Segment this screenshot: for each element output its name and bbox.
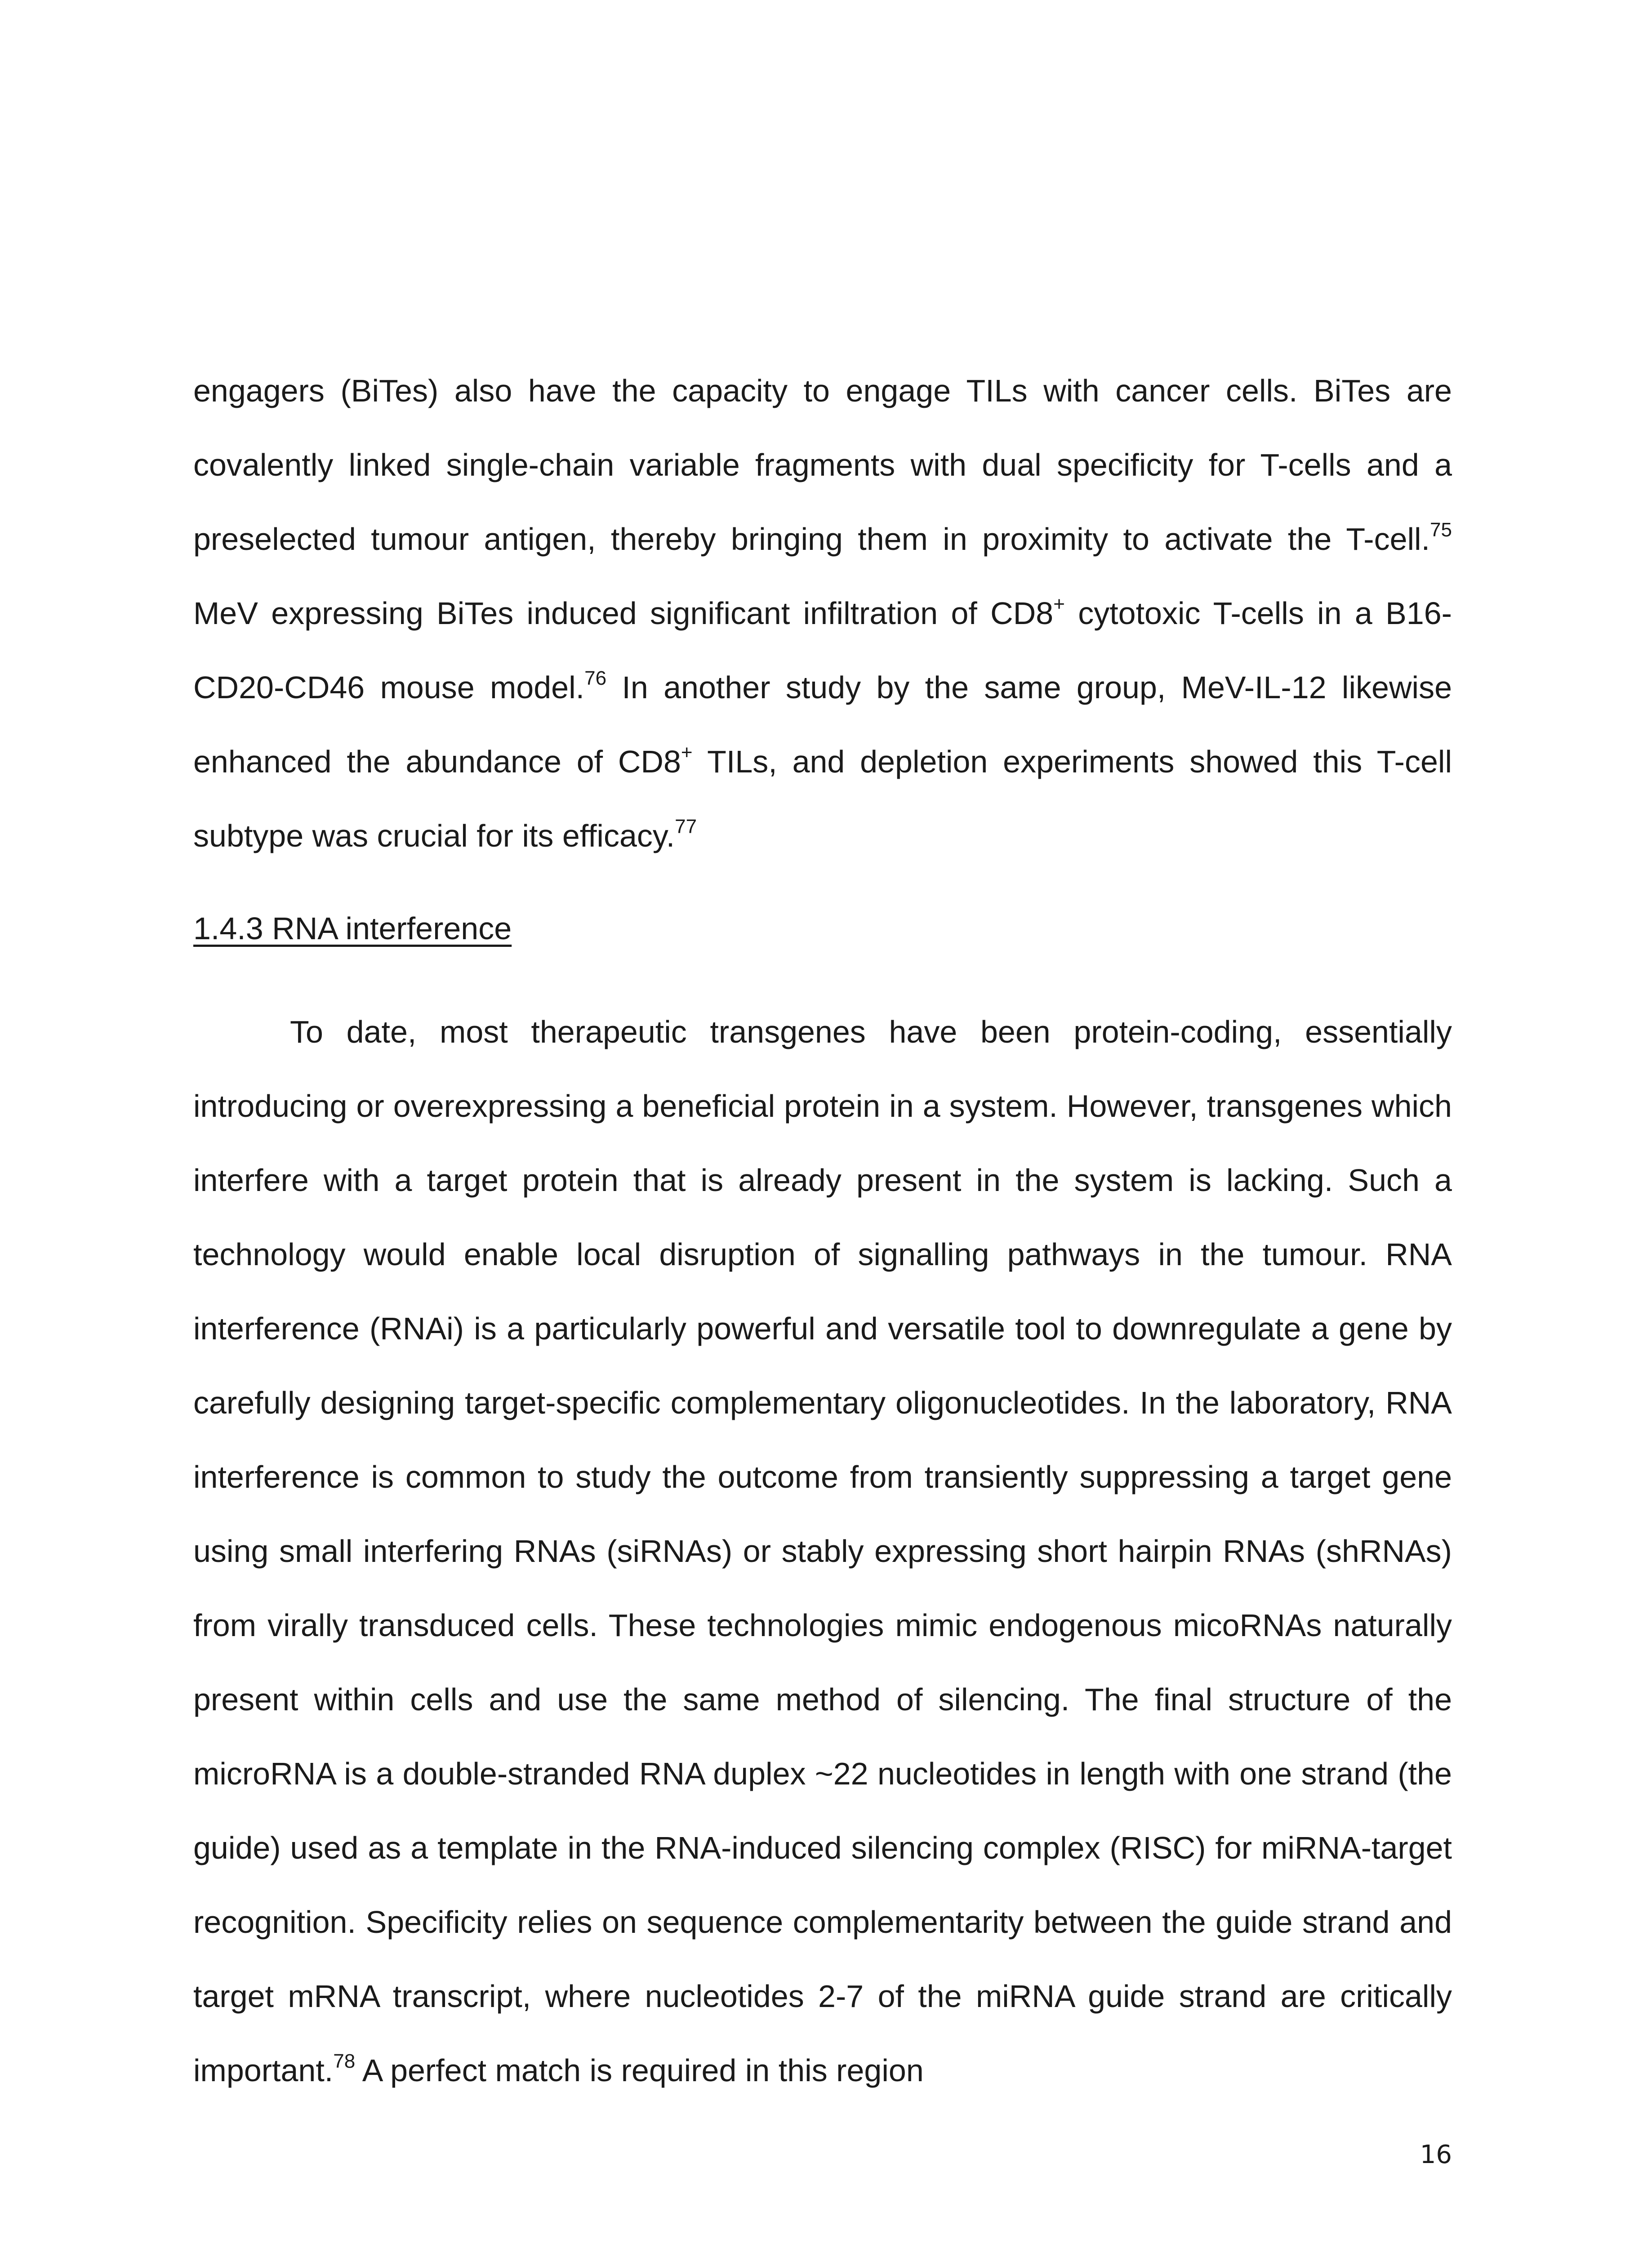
reference-superscript: 78 [333,2050,356,2072]
reference-superscript: 76 [584,667,607,689]
sentence: MeV expressing BiTes induced significant infiltration of CD8 [193,596,1054,631]
reference-superscript: 75 [1430,519,1452,541]
sentence: To date, most therapeutic transgenes have been protein-coding, essentially introducing or overexpressing a beneficial protein in a system. However, transgenes which interfere with a target protein that is already present in the system is lacking. Such a technology would enable local disruption of signalling pathways in the tumour. RNA interference (RNAi) is a particularly powerful and versatile tool to downregulate a gene by carefully designing target-specific complementary oligonucleotides. In the laboratory, RNA interference is common to study the outcome from transiently suppressing a target gene using small interfering RNAs (siRNAs) or stably expressing short hairpin RNAs (shRNAs) from virally transduced cells. These technologies mimic endogenous micoRNAs naturally present within cells and use the same method of silencing. The final structure of the microRNA is a double-stranded RNA duplex ~22 nucleotides in length with one strand (the guide) used as a template in the RNA-induced silencing complex (RISC) for miRNA-target recognition. Specificity relies on sequence complementarity between the guide strand and target mRNA transcript, where nucleotides 2-7 of the miRNA guide strand are critically important. [193,1014,1452,2088]
sentence: TILs, and depletion experiments showed this T-cell subtype was crucial for its efficacy. [193,744,1452,853]
superscript-plus: + [681,741,693,763]
section-heading: 1.4.3 RNA interference [193,911,512,946]
paragraph-text [193,354,1452,873]
sentence: engagers (BiTes) also have the capacity to engage TILs with cancer cells. BiTes are covalently linked single-chain variable fragments with dual specificity for T-cells and a preselected tumour antigen, thereby bringing them in proximity to activate the T-cell. [193,373,1452,557]
sentence: A perfect match is required in this region [355,2053,924,2088]
superscript-plus: + [1053,593,1065,615]
body-paragraph-rnai [193,995,1452,2108]
sentence: cytotoxic T-cells in a B16-CD20-CD46 mouse model. [193,596,1452,705]
page-number: 16 [1420,2140,1452,2169]
sentence: In another study by the same group, MeV-IL-12 likewise enhanced the abundance of CD8 [193,670,1452,779]
paragraph-text [193,995,1452,2108]
body-paragraph-bites [193,354,1452,873]
reference-superscript: 77 [675,816,697,838]
